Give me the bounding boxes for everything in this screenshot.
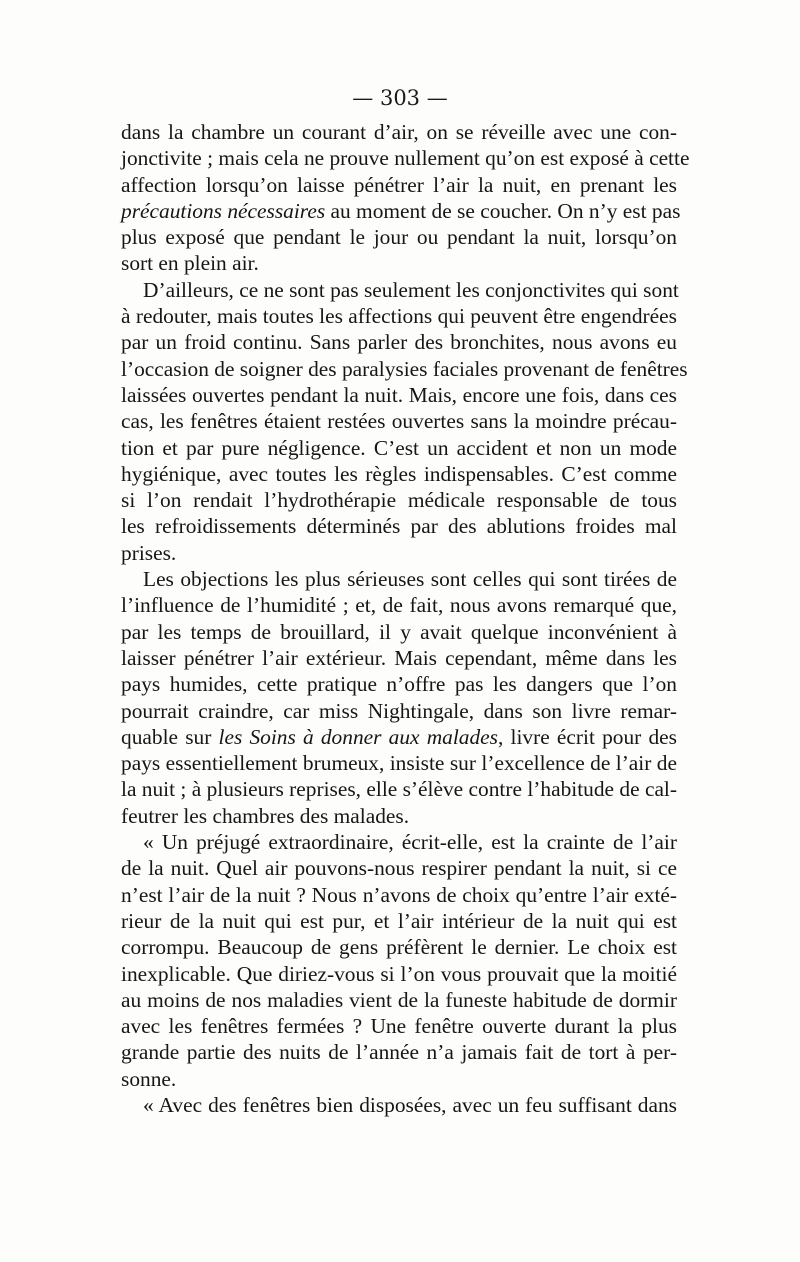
text-line: prises.	[121, 540, 177, 565]
italic-text: les Soins à donner aux malades	[218, 724, 498, 749]
text-line: cas, les fenêtres étaient restées ouvertes sans la moindre précau-	[121, 409, 677, 434]
text-line: à redouter, mais toutes les affections qui peuvent être engendrées	[121, 304, 677, 329]
text-line: laissées ouvertes pendant la nuit. Mais, encore une fois, dans ces	[121, 382, 677, 407]
text-line: « Un préjugé extraordinaire, écrit-elle, est la crainte de l’air	[143, 830, 677, 855]
text-line: au moins de nos maladies vient de la funeste habitude de dormir	[121, 987, 677, 1012]
text-line: l’occasion de soigner des paralysies faciales provenant de fenêtres	[121, 356, 688, 381]
text-line: jonctivite ; mais cela ne prouve nullement qu’on est exposé à cette	[121, 146, 690, 171]
text-line: sonne.	[121, 1066, 177, 1091]
text-line: de la nuit. Quel air pouvons-nous respirer pendant la nuit, si ce	[121, 856, 677, 881]
text-line: l’influence de l’humidité ; et, de fait, nous avons remarqué que,	[121, 593, 677, 618]
page-number-header: — 303 —	[352, 86, 448, 110]
text-line: par les temps de brouillard, il y avait quelque inconvénient à	[121, 619, 677, 644]
text-line: dans la chambre un courant d’air, on se réveille avec une con-	[121, 120, 677, 144]
text-line: rieur de la nuit qui est pur, et l’air intérieur de la nuit qui est	[121, 908, 677, 933]
text-segment: quable sur	[121, 724, 219, 749]
text-line: sort en plein air.	[121, 251, 259, 276]
text-line: corrompu. Beaucoup de gens préfèrent le dernier. Le choix est	[121, 935, 677, 960]
text-line: avec les fenêtres fermées ? Une fenêtre ouverte durant la plus	[121, 1014, 677, 1039]
text-line: « Avec des fenêtres bien disposées, avec un feu suffisant dans	[143, 1092, 677, 1117]
body-text	[121, 119, 690, 1118]
text-line: la nuit ; à plusieurs reprises, elle s’élève contre l’habitude de cal-	[121, 777, 677, 802]
italic-text: précautions nécessaires	[121, 198, 326, 223]
text-line: pays humides, cette pratique n’offre pas les dangers que l’on	[121, 672, 677, 697]
text-line: pays essentiellement brumeux, insiste sur l’excellence de l’air de	[121, 751, 677, 776]
text-line: les refroidissements déterminés par des ablutions froides mal	[121, 514, 677, 539]
text-line: affection lorsqu’on laisse pénétrer l’air la nuit, en prenant les	[121, 172, 677, 197]
text-line: si l’on rendait l’hydrothérapie médicale responsable de tous	[121, 488, 677, 513]
text-segment: au moment de se coucher. On n’y est pas	[325, 198, 681, 223]
text-line: pourrait craindre, car miss Nightingale, dans son livre remar-	[121, 698, 677, 723]
text-line: laisser pénétrer l’air extérieur. Mais cependant, même dans les	[121, 645, 677, 670]
text-line: grande partie des nuits de l’année n’a jamais fait de tort à per-	[121, 1040, 677, 1065]
text-line: hygiénique, avec toutes les règles indispensables. C’est comme	[121, 461, 677, 486]
text-line: plus exposé que pendant le jour ou pendant la nuit, lorsqu’on	[121, 225, 677, 250]
text-line: par un froid continu. Sans parler des bronchites, nous avons eu	[121, 330, 677, 355]
text-line: n’est l’air de la nuit ? Nous n’avons de choix qu’entre l’air exté-	[121, 882, 677, 907]
text-line: Les objections les plus sérieuses sont celles qui sont tirées de	[143, 567, 677, 592]
text-line	[121, 198, 681, 224]
text-line: tion et par pure négligence. C’est un accident et non un mode	[121, 435, 677, 460]
text-line: feutrer les chambres des malades.	[121, 803, 410, 828]
text-segment: , livre écrit pour des	[498, 724, 677, 749]
text-line	[121, 724, 677, 750]
text-line: D’ailleurs, ce ne sont pas seulement les conjonctivites qui sont	[143, 277, 679, 302]
text-line: inexplicable. Que diriez-vous si l’on vous prouvait que la moitié	[121, 961, 677, 986]
